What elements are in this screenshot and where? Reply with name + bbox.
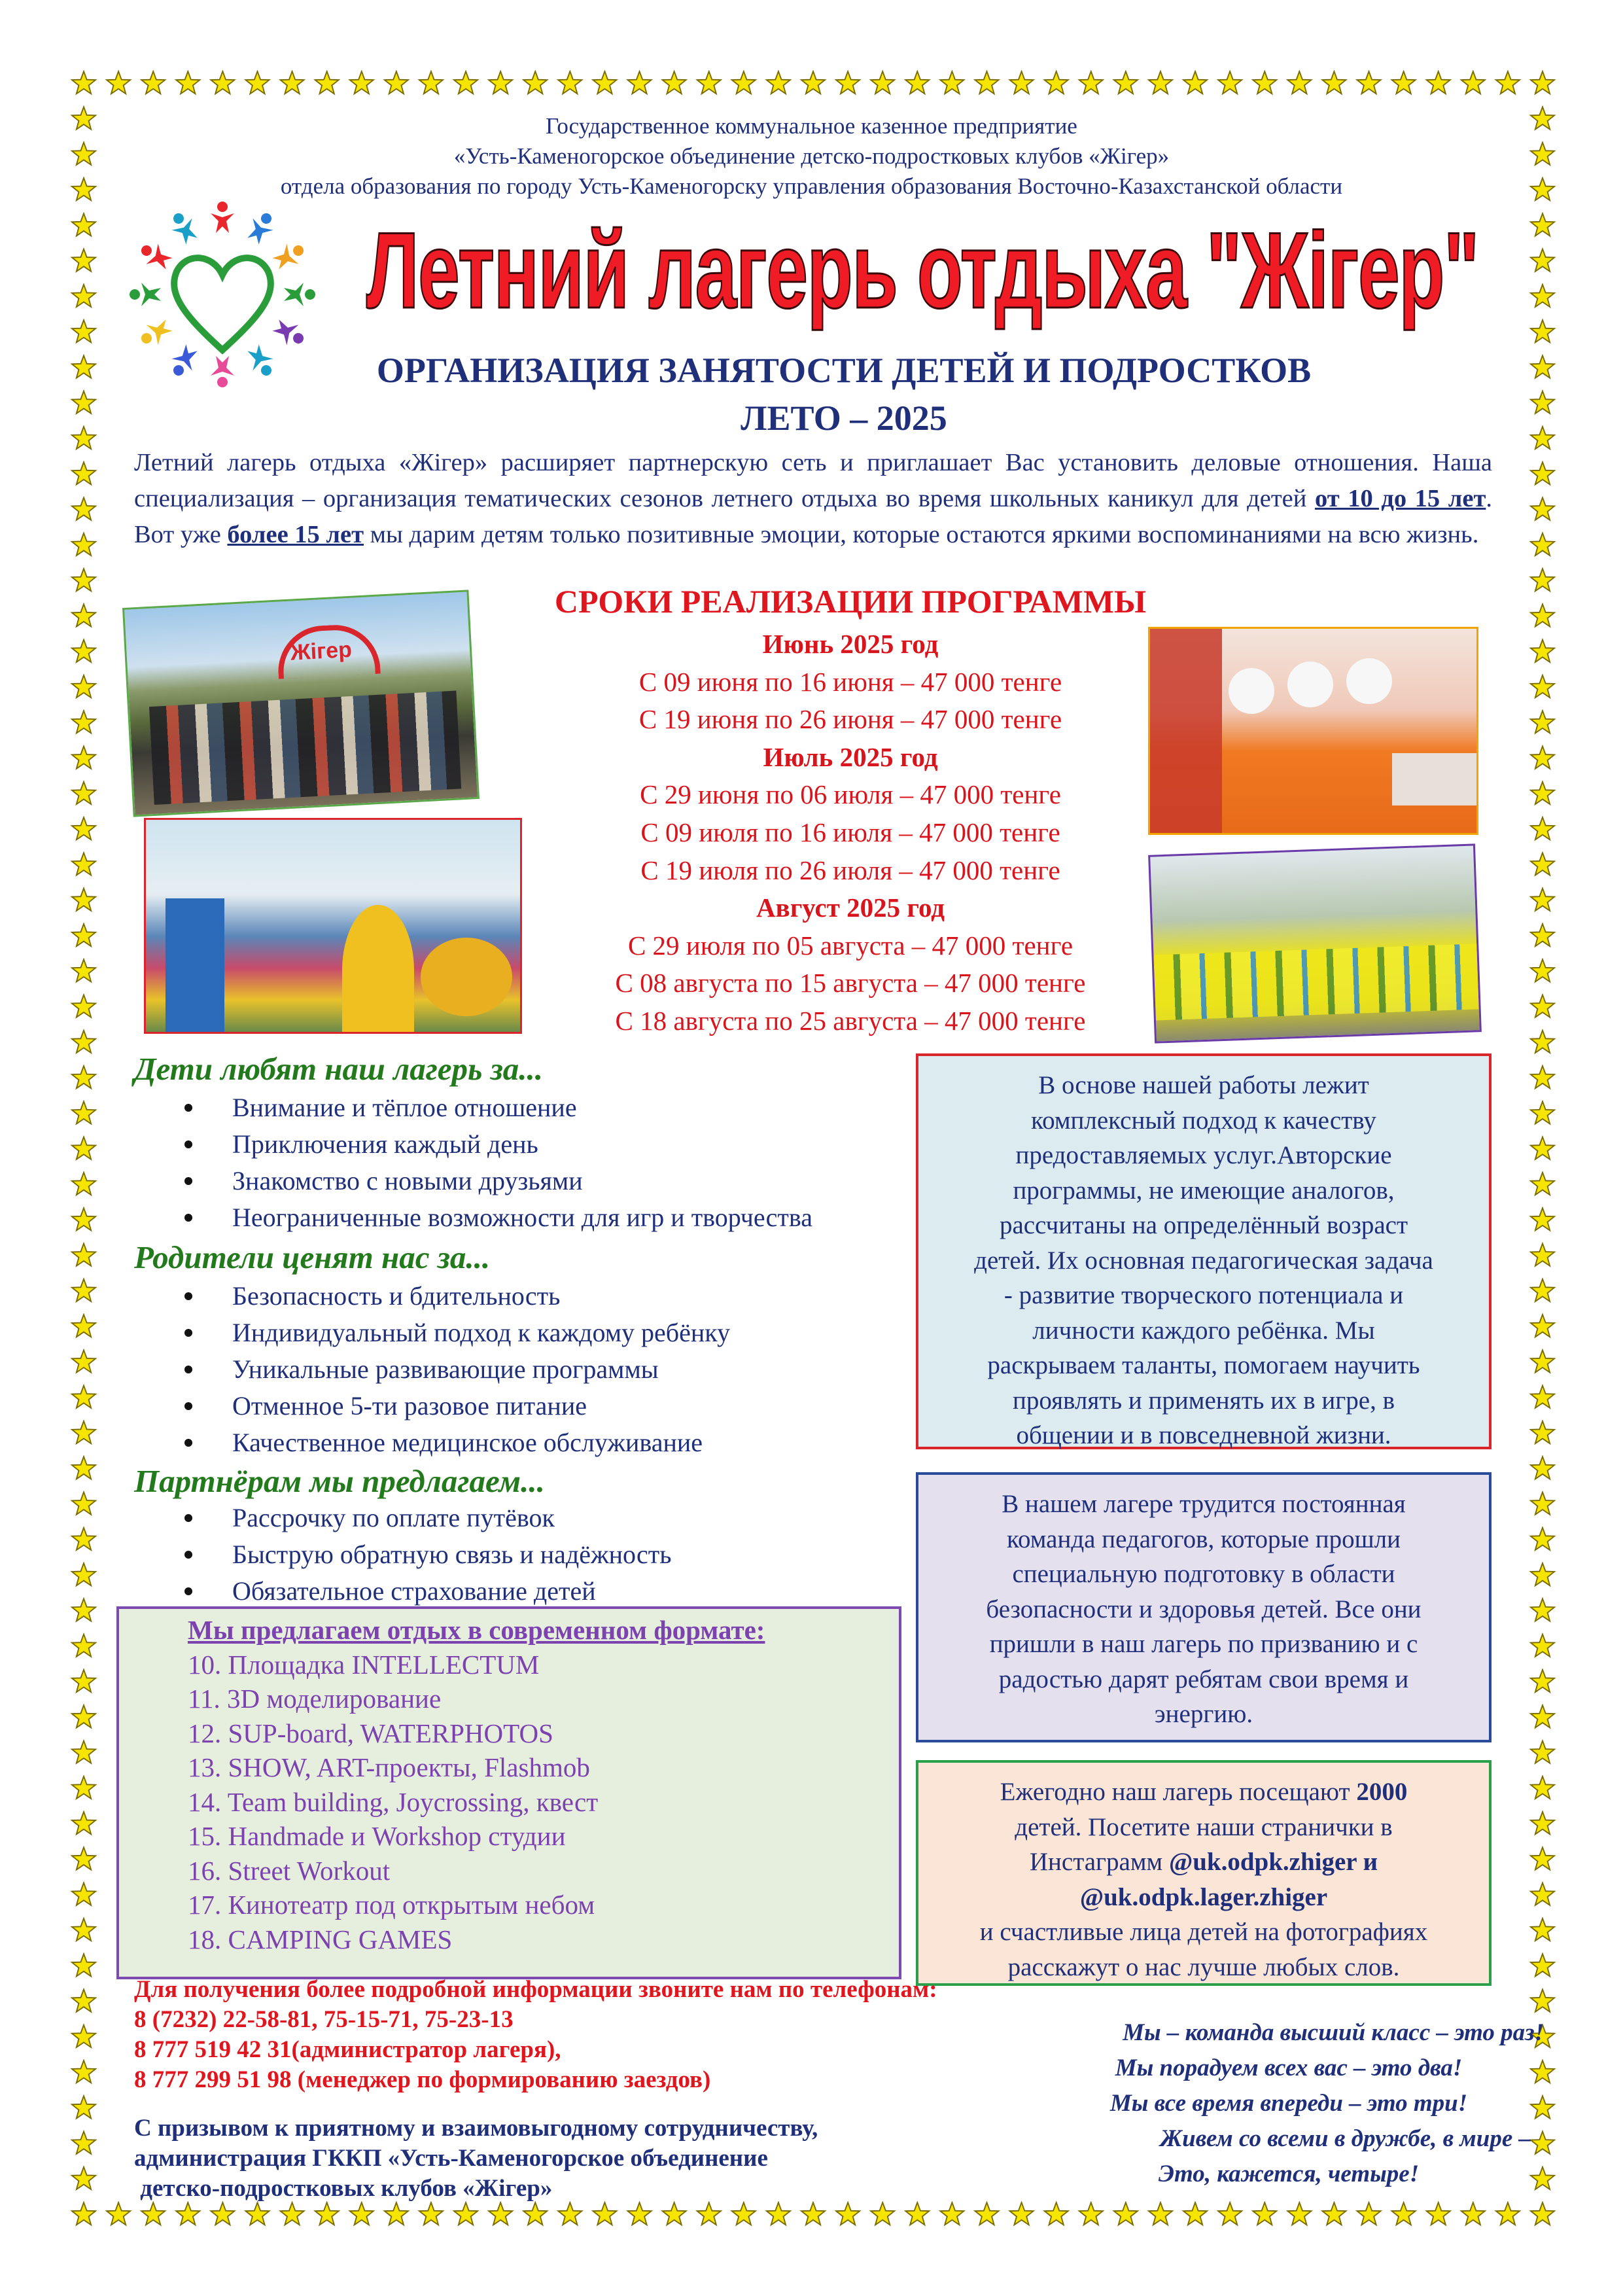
star-icon (627, 2202, 651, 2225)
star-icon (72, 1066, 96, 1088)
star-icon (72, 498, 96, 520)
star-icon (72, 1137, 96, 1159)
person-figure-icon (130, 283, 161, 306)
list-item: Быструю обратную связь и надёжность (183, 1536, 672, 1573)
star-icon (1253, 71, 1276, 94)
star-icon (72, 782, 96, 804)
phone-line[interactable]: 8 777 299 51 98 (менеджер по формированию заездов) (134, 2066, 711, 2093)
list-item: Обязательное страхование детей (183, 1573, 672, 1610)
banner-title (340, 209, 1505, 334)
schedule-month: Июль 2025 год (763, 741, 938, 772)
star-icon (1531, 1883, 1554, 1905)
star-icon (1531, 1705, 1554, 1727)
star-icon (1531, 71, 1554, 94)
star-icon (72, 995, 96, 1017)
star-icon (72, 462, 96, 484)
star-icon (72, 1101, 96, 1123)
person-figure-icon (211, 202, 234, 233)
star-icon (1531, 249, 1554, 272)
list-item: Отменное 5-ти разовое питание (183, 1388, 730, 1424)
star-icon (72, 889, 96, 911)
star-icon (72, 1350, 96, 1372)
list-item: Рассрочку по оплате путёвок (183, 1500, 672, 1536)
schedule-session: С 09 июня по 16 июня – 47 000 тенге (638, 666, 1062, 697)
star-icon (72, 640, 96, 662)
offer-box (116, 1606, 901, 1979)
parents-title: Родители ценят нас за... (134, 1239, 491, 1275)
person-figure-icon (166, 208, 201, 247)
star-icon (1149, 71, 1172, 94)
star-icon (1531, 462, 1554, 484)
star-icon (281, 2202, 304, 2225)
years-count: более 15 лет (227, 521, 364, 548)
star-icon (72, 1812, 96, 1834)
star-icon (836, 71, 860, 94)
star-icon (72, 817, 96, 839)
star-icon (72, 355, 96, 378)
star-icon (523, 71, 547, 94)
star-icon (1531, 1740, 1554, 1763)
star-icon (1531, 1279, 1554, 1301)
star-icon (905, 2202, 929, 2225)
star-icon (1531, 1066, 1554, 1088)
star-icon (72, 213, 96, 236)
star-icon (72, 675, 96, 698)
star-icon (801, 2202, 825, 2225)
star-icon (72, 2096, 96, 2118)
star-icon (315, 71, 339, 94)
star-icon (871, 2202, 894, 2225)
star-icon (767, 2202, 790, 2225)
star-icon (697, 71, 721, 94)
star-icon (1531, 889, 1554, 911)
star-icon (454, 71, 478, 94)
star-icon (72, 2202, 96, 2225)
star-icon (72, 1847, 96, 1869)
list-item: 17. Кинотеатр под открытым небом (188, 1890, 595, 1920)
star-icon (697, 2202, 721, 2225)
star-icon (454, 2202, 478, 2225)
star-icon (1287, 2202, 1311, 2225)
list-item: 10. Площадка INTELLECTUM (188, 1649, 540, 1680)
list-item: 14. Team building, Joycrossing, квест (188, 1786, 599, 1817)
star-icon (419, 2202, 443, 2225)
photo-cooks (1148, 627, 1478, 835)
star-icon (72, 1989, 96, 2011)
star-icon (72, 1208, 96, 1230)
kids-title: Дети любят наш лагерь за... (134, 1051, 544, 1087)
list-item: Знакомство с новыми друзьями (183, 1163, 812, 1199)
star-icon (1079, 71, 1103, 94)
list-item: 18. CAMPING GAMES (188, 1924, 453, 1954)
star-icon (72, 959, 96, 981)
star-icon (72, 391, 96, 414)
star-icon (1531, 746, 1554, 768)
star-icon (836, 2202, 860, 2225)
star-icon (107, 2202, 130, 2225)
star-icon (593, 71, 616, 94)
star-icon (176, 2202, 200, 2225)
star-icon (1183, 71, 1207, 94)
star-icon (1010, 71, 1034, 94)
star-icon (72, 178, 96, 200)
star-icon (72, 1031, 96, 1053)
star-icon (385, 71, 408, 94)
star-icon (72, 1243, 96, 1265)
star-icon (1427, 71, 1450, 94)
star-icon (1531, 924, 1554, 946)
star-icon (245, 2202, 269, 2225)
star-icon (1531, 853, 1554, 875)
partners-list (183, 1500, 672, 1610)
list-item: Приключения каждый день (183, 1126, 812, 1163)
star-icon (72, 604, 96, 626)
schedule-session: С 09 июля по 16 июля – 47 000 тенге (640, 817, 1060, 847)
star-icon (72, 746, 96, 768)
appeal-block: С призывом к приятному и взаимовыгодному сотрудничеству, администрация ГККП «Усть-Каменогорское объединение детско-подростковых клубов «Жігер» (134, 2115, 818, 2202)
star-icon (1531, 143, 1554, 165)
instagram-handle-2[interactable]: @uk.odpk.lager.zhiger (1079, 1882, 1328, 1911)
star-icon (72, 71, 96, 94)
star-icon (72, 1740, 96, 1763)
phone-line[interactable]: 8 (7232) 22-58-81, 75-15-71, 75-23-13 (134, 2006, 514, 2033)
star-icon (1531, 1137, 1554, 1159)
star-icon (72, 711, 96, 733)
star-icon (72, 569, 96, 591)
star-icon (1531, 782, 1554, 804)
star-icon (72, 1670, 96, 1692)
star-icon (940, 71, 964, 94)
person-figure-icon (136, 315, 175, 351)
poem-block: Мы – команда высший класс – это раз! Мы порадуем всех вас – это два! Мы все время впереди – это три! Живем со всеми в дружбе, в мире – Это, кажется, четыре! (1109, 2019, 1544, 2187)
star-icon (1531, 1173, 1554, 1195)
partners-title: Партнёрам мы предлагаем... (134, 1463, 545, 1499)
star-icon (72, 1492, 96, 1514)
star-icon (245, 71, 269, 94)
star-icon (72, 533, 96, 556)
main-heading: ОРГАНИЗАЦИЯ ЗАНЯТОСТИ ДЕТЕЙ И ПОДРОСТКОВ (376, 351, 1312, 390)
sign-text: Жігер (289, 637, 353, 665)
star-icon (72, 924, 96, 946)
star-icon (1392, 2202, 1416, 2225)
star-icon (1427, 2202, 1450, 2225)
star-icon (1079, 2202, 1103, 2225)
photo-costume-group (1148, 843, 1482, 1043)
star-icon (1218, 71, 1242, 94)
photo-group-sign (122, 590, 480, 817)
list-item: Внимание и тёплое отношение (183, 1089, 812, 1126)
intro-paragraph: Летний лагерь отдыха «Жігер» расширяет партнерскую сеть и приглашает Вас установить деловые отношения. Наша специализация – организация тематических сезонов летнего отдыха во время школьных каникул для детей от 10 до 15 лет. Вот уже более 15 лет мы дарим детям только позитивные эмоции, которые остаются яркими воспоминаниями на всю жизнь. (134, 449, 1493, 548)
star-icon (1461, 2202, 1485, 2225)
person-figure-icon (243, 208, 279, 247)
star-icon (1531, 1457, 1554, 1479)
star-icon (72, 1528, 96, 1550)
list-item: Индивидуальный подход к каждому ребёнку (183, 1315, 730, 1351)
star-icon (1531, 1847, 1554, 1869)
star-icon (72, 1954, 96, 1976)
star-icon (72, 320, 96, 342)
person-figure-icon (270, 315, 309, 351)
star-icon (72, 1279, 96, 1301)
star-icon (1531, 498, 1554, 520)
star-icon (1531, 1954, 1554, 1976)
star-icon (1531, 107, 1554, 129)
person-figure-icon (270, 238, 309, 274)
star-icon (141, 2202, 165, 2225)
star-icon (732, 71, 756, 94)
schedule-title: СРОКИ РЕАЛИЗАЦИИ ПРОГРАММЫ (554, 583, 1147, 620)
star-icon (1149, 2202, 1172, 2225)
star-icon (1531, 1350, 1554, 1372)
star-icon (1531, 1315, 1554, 1337)
star-icon (315, 2202, 339, 2225)
list-item: Уникальные развивающие программы (183, 1351, 730, 1388)
star-icon (72, 143, 96, 165)
schedule-month: Август 2025 год (756, 892, 945, 923)
star-icon (975, 2202, 998, 2225)
schedule-session: С 19 июня по 26 июня – 47 000 тенге (638, 704, 1062, 735)
star-icon (1531, 1634, 1554, 1657)
star-icon (1531, 675, 1554, 698)
star-icon (72, 1457, 96, 1479)
star-icon (211, 71, 234, 94)
star-icon (732, 2202, 756, 2225)
person-figure-icon (284, 283, 315, 306)
star-icon (1531, 213, 1554, 236)
star-icon (1461, 71, 1485, 94)
star-icon (1531, 355, 1554, 378)
star-icon (1531, 817, 1554, 839)
star-icon (1531, 1031, 1554, 1053)
star-icon (72, 1386, 96, 1408)
star-icon (1496, 2202, 1520, 2225)
star-icon (107, 71, 130, 94)
star-icon (558, 2202, 582, 2225)
star-icon (72, 1634, 96, 1657)
list-item: 11. 3D моделирование (188, 1684, 442, 1714)
visitors-count: 2000 (1356, 1778, 1408, 1806)
star-icon (1322, 71, 1346, 94)
star-icon (523, 2202, 547, 2225)
star-icon (72, 2025, 96, 2047)
star-icon (1531, 604, 1554, 626)
star-icon (1531, 1670, 1554, 1692)
star-icon (940, 2202, 964, 2225)
star-icon (1531, 711, 1554, 733)
star-icon (1531, 1243, 1554, 1265)
star-icon (72, 2060, 96, 2083)
schedule-session: С 18 августа по 25 августа – 47 000 тенге (615, 1006, 1086, 1036)
star-icon (1531, 1101, 1554, 1123)
org-line-2: «Усть-Каменогорское объединение детско-подростковых клубов «Жігер» (453, 143, 1170, 169)
star-icon (1531, 178, 1554, 200)
star-icon (1531, 320, 1554, 342)
star-icon (72, 1776, 96, 1799)
schedule-session: С 29 июля по 05 августа – 47 000 тенге (627, 930, 1073, 961)
star-icon (1322, 2202, 1346, 2225)
star-icon (1531, 1918, 1554, 1941)
star-icon (1287, 71, 1311, 94)
age-range: от 10 до 15 лет (1314, 485, 1486, 512)
star-icon (72, 1563, 96, 1585)
list-item: Безопасность и бдительность (183, 1278, 730, 1315)
star-icon (350, 71, 374, 94)
star-icon (385, 2202, 408, 2225)
star-icon (558, 71, 582, 94)
star-icon (1183, 2202, 1207, 2225)
contacts-block (134, 1975, 1181, 2095)
list-item: Неограниченные возможности для игр и творчества (183, 1199, 812, 1236)
star-icon (663, 2202, 686, 2225)
star-icon (1357, 71, 1380, 94)
star-icon (1531, 1492, 1554, 1514)
list-item: 13. SHOW, ART-проекты, Flashmob (188, 1752, 590, 1782)
schedule-session: С 29 июня по 06 июля – 47 000 тенге (640, 779, 1061, 810)
parents-list (183, 1278, 730, 1461)
star-icon (1531, 1812, 1554, 1834)
star-icon (1253, 2202, 1276, 2225)
star-icon (1357, 2202, 1380, 2225)
offer-title: Мы предлагаем отдых в современном формате: (188, 1615, 765, 1645)
kids-list (183, 1089, 812, 1236)
instagram-handle-1[interactable]: @uk.odpk.zhiger и (1168, 1848, 1378, 1876)
star-icon (1531, 1563, 1554, 1585)
person-figure-icon (136, 238, 175, 274)
star-icon (72, 1421, 96, 1443)
star-icon (141, 71, 165, 94)
star-icon (72, 1315, 96, 1337)
star-icon (281, 71, 304, 94)
org-line-1: Государственное коммунальное казенное предприятие (546, 113, 1077, 139)
star-icon (627, 71, 651, 94)
star-icon (1531, 427, 1554, 449)
star-icon (663, 71, 686, 94)
list-item: 16. Street Workout (188, 1855, 391, 1886)
star-icon (1531, 1598, 1554, 1621)
star-icon (1010, 2202, 1034, 2225)
visits-box: Ежегодно наш лагерь посещают 2000 детей. Посетите наши странички в Инстаграмм @uk.odpk.zhiger и @uk.odpk.lager.zhiger и счастливые лица детей на фотографиях расскажут о нас лучше любых слов. (916, 1760, 1492, 1986)
star-icon (350, 2202, 374, 2225)
star-icon (1531, 1989, 1554, 2011)
star-icon (489, 2202, 512, 2225)
star-icon (1531, 959, 1554, 981)
star-icon (1218, 2202, 1242, 2225)
sub-heading: ЛЕТО – 2025 (741, 398, 947, 438)
org-line-3: отдела образования по городу Усть-Каменогорску управления образования Восточно-Казахстанской области (280, 173, 1343, 199)
star-icon (72, 107, 96, 129)
schedule-month: Июнь 2025 год (762, 629, 939, 659)
star-icon (1531, 1421, 1554, 1443)
star-icon (72, 1173, 96, 1195)
star-icon (1531, 285, 1554, 307)
star-icon (211, 2202, 234, 2225)
star-icon (1114, 2202, 1138, 2225)
schedule-session: С 19 июля по 26 июля – 47 000 тенге (640, 855, 1060, 885)
star-icon (767, 71, 790, 94)
schedule-session: С 08 августа по 15 августа – 47 000 тенге (615, 968, 1086, 998)
star-icon (1531, 2202, 1554, 2225)
star-icon (72, 285, 96, 307)
star-icon (72, 1705, 96, 1727)
star-icon (801, 71, 825, 94)
star-icon (72, 249, 96, 272)
star-icon (1045, 2202, 1068, 2225)
list-item: 15. Handmade и Workshop студии (188, 1821, 566, 1851)
phone-line[interactable]: 8 777 519 42 31(администратор лагеря), (134, 2036, 561, 2063)
star-icon (72, 427, 96, 449)
list-item: Качественное медицинское обслуживание (183, 1424, 730, 1461)
star-icon (72, 853, 96, 875)
svg-text:Летний лагерь отдыха "Жігер": Летний лагерь отдыха "Жігер" (366, 210, 1478, 330)
star-icon (72, 2132, 96, 2154)
star-icon (593, 2202, 616, 2225)
star-icon (1531, 1528, 1554, 1550)
star-icon (1114, 71, 1138, 94)
star-icon (72, 2167, 96, 2189)
star-icon (72, 1918, 96, 1941)
star-icon (975, 71, 998, 94)
star-icon (1531, 1208, 1554, 1230)
star-icon (1531, 533, 1554, 556)
star-icon (176, 71, 200, 94)
star-icon (72, 1598, 96, 1621)
star-icon (1531, 1776, 1554, 1799)
star-icon (1531, 995, 1554, 1017)
photo-costumes (144, 818, 522, 1034)
team-box: В нашем лагере трудится постоянная команда педагогов, которые прошли специальную подготовку в области безопасности и здоровья детей. Все они пришли в наш лагерь по призванию и с радостью дарят ребятам свои время и энергию. (916, 1472, 1492, 1742)
star-icon (905, 71, 929, 94)
star-icon (419, 71, 443, 94)
contacts-intro: Для получения более подробной информации звоните нам по телефонам: (134, 1976, 937, 2003)
star-icon (1496, 71, 1520, 94)
star-icon (1531, 391, 1554, 414)
star-icon (1045, 71, 1068, 94)
list-item: 12. SUP-board, WATERPHOTOS (188, 1718, 553, 1748)
star-icon (489, 71, 512, 94)
star-icon (1531, 1386, 1554, 1408)
star-icon (1531, 640, 1554, 662)
star-icon (871, 71, 894, 94)
star-icon (1531, 569, 1554, 591)
star-icon (72, 1883, 96, 1905)
star-icon (1392, 71, 1416, 94)
approach-box: В основе нашей работы лежит комплексный подход к качеству предоставляемых услуг.Авторские программы, не имеющие аналогов, рассчитаны на определённый возраст детей. Их основная педагогическая задача - развитие творческого потенциала и личности каждого ребёнка. Мы раскрываем таланты, помогаем научить проявлять и применять их в игре, в общении и в повседневной жизни. (916, 1053, 1492, 1449)
